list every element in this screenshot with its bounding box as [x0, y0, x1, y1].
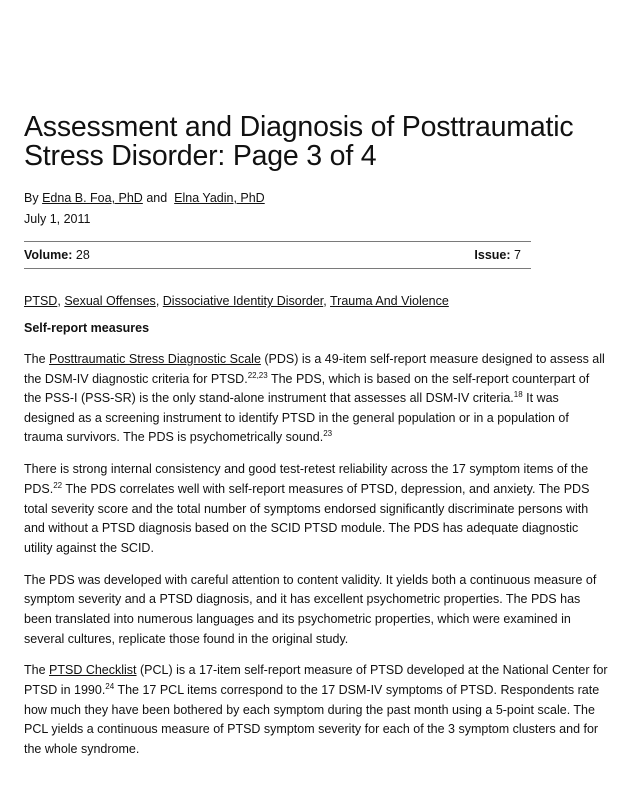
citation-superscript: 22,23 — [247, 370, 268, 380]
body-paragraph — [24, 661, 614, 759]
paragraph-text: several cultures, replicate those found in the original study. — [24, 631, 349, 646]
author-link-foa[interactable]: Edna B. Foa, PhD — [42, 191, 143, 205]
paragraph-text: It was — [522, 391, 559, 406]
paragraph-text: the whole syndrome. — [24, 741, 140, 756]
tag-separator: , — [155, 294, 160, 308]
volume-info — [24, 247, 90, 263]
paragraph-text: the DSM-IV diagnostic criteria for PTSD. — [24, 371, 248, 386]
paragraph-text: The — [24, 663, 50, 678]
volume-issue-row — [24, 247, 521, 263]
volume-label: Volume: — [24, 248, 73, 262]
byline-prefix: By — [24, 191, 39, 205]
paragraph-text: The PDS was developed with careful attention to content validity. It yields both a continuous measure of — [24, 572, 597, 587]
issue-label: Issue: — [474, 248, 511, 262]
issue-info — [474, 247, 521, 263]
tag-link[interactable]: Dissociative Identity Disorder — [162, 294, 324, 308]
paragraph-text: PTSD in 1990. — [24, 683, 106, 698]
paragraph-text: and without a PTSD diagnosis based on the SCID PTSD module. The PDS has adequate diagnostic — [24, 521, 579, 536]
volume-value: 28 — [75, 248, 90, 262]
paragraph-text: There is strong internal consistency and good test-retest reliability across the 17 symptom items of the — [24, 462, 589, 477]
paragraph-text: been translated into numerous languages and its psychometric properties, which were examined in — [24, 611, 571, 626]
byline-conjunction: and — [146, 191, 168, 205]
body-paragraph — [24, 460, 614, 558]
citation-superscript: 22 — [53, 480, 63, 490]
paragraph-text: (PCL) is a 17-item self-report measure of PTSD developed at the National Center for — [136, 663, 608, 678]
divider-top — [24, 241, 531, 242]
article-title-line-1: Assessment and Diagnosis of Posttraumatic — [24, 111, 574, 143]
paragraph-text: (PDS) is a 49-item self-report measure designed to assess all — [260, 352, 605, 366]
tag-link[interactable]: Sexual Offenses — [64, 294, 156, 308]
paragraph-text: symptom severity and a PTSD diagnosis, and it has excellent psychometric properties. The PDS has — [24, 592, 581, 607]
paragraph-text: The PDS, which is based on the self-report counterpart of — [267, 371, 590, 386]
tag-separator: , — [323, 294, 327, 308]
paragraph-text: trauma survivors. The PDS is psychometrically sound. — [24, 430, 324, 445]
paragraph-text: how much they have been bothered by each symptom during the past month using a 5-point scale. The — [24, 702, 595, 717]
section-heading: Self-report measures — [24, 321, 150, 335]
paragraph-text: designed as a screening instrument to identify PTSD in the general population or in a population of — [24, 410, 569, 425]
paragraph-text: The — [24, 352, 50, 366]
citation-superscript: 24 — [105, 682, 115, 692]
tag-separator: , — [57, 294, 61, 308]
body-paragraph — [24, 571, 614, 649]
tag-link[interactable]: PTSD — [24, 294, 58, 308]
issue-value: 7 — [514, 248, 521, 262]
paragraph-text: PDS. — [24, 481, 54, 496]
author-link-yadin[interactable]: Elna Yadin, PhD — [174, 191, 265, 205]
citation-superscript: 18 — [513, 390, 523, 400]
byline — [24, 190, 265, 206]
divider-bottom — [24, 268, 531, 269]
publication-date: July 1, 2011 — [24, 212, 91, 226]
paragraph-text: utility against the SCID. — [24, 540, 154, 555]
body-paragraph — [24, 350, 614, 448]
inline-link[interactable]: Posttraumatic Stress Diagnostic Scale — [49, 352, 261, 366]
paragraph-text: total severity score and the total number of symptoms endorsed significantly discriminate persons with — [24, 501, 589, 516]
citation-superscript: 23 — [323, 429, 333, 439]
tag-link[interactable]: Trauma And Violence — [330, 294, 449, 308]
article-title — [24, 113, 584, 171]
paragraph-text: The PDS correlates well with self-report measures of PTSD, depression, and anxiety. The PDS — [62, 481, 590, 496]
paragraph-text: PCL yields a continuous measure of PTSD symptom severity for each of the 3 symptom clusters and for — [24, 722, 599, 737]
article-body — [24, 350, 614, 772]
article-title-line-2: Stress Disorder: Page 3 of 4 — [24, 140, 377, 172]
inline-link[interactable]: PTSD Checklist — [49, 663, 137, 678]
paragraph-text: The 17 PCL items correspond to the 17 DSM-IV symptoms of PTSD. Respondents rate — [114, 683, 600, 698]
paragraph-text: the PSS-I (PSS-SR) is the only stand-alone instrument that assesses all DSM-IV criteria. — [24, 391, 514, 406]
topic-tags — [24, 293, 449, 309]
